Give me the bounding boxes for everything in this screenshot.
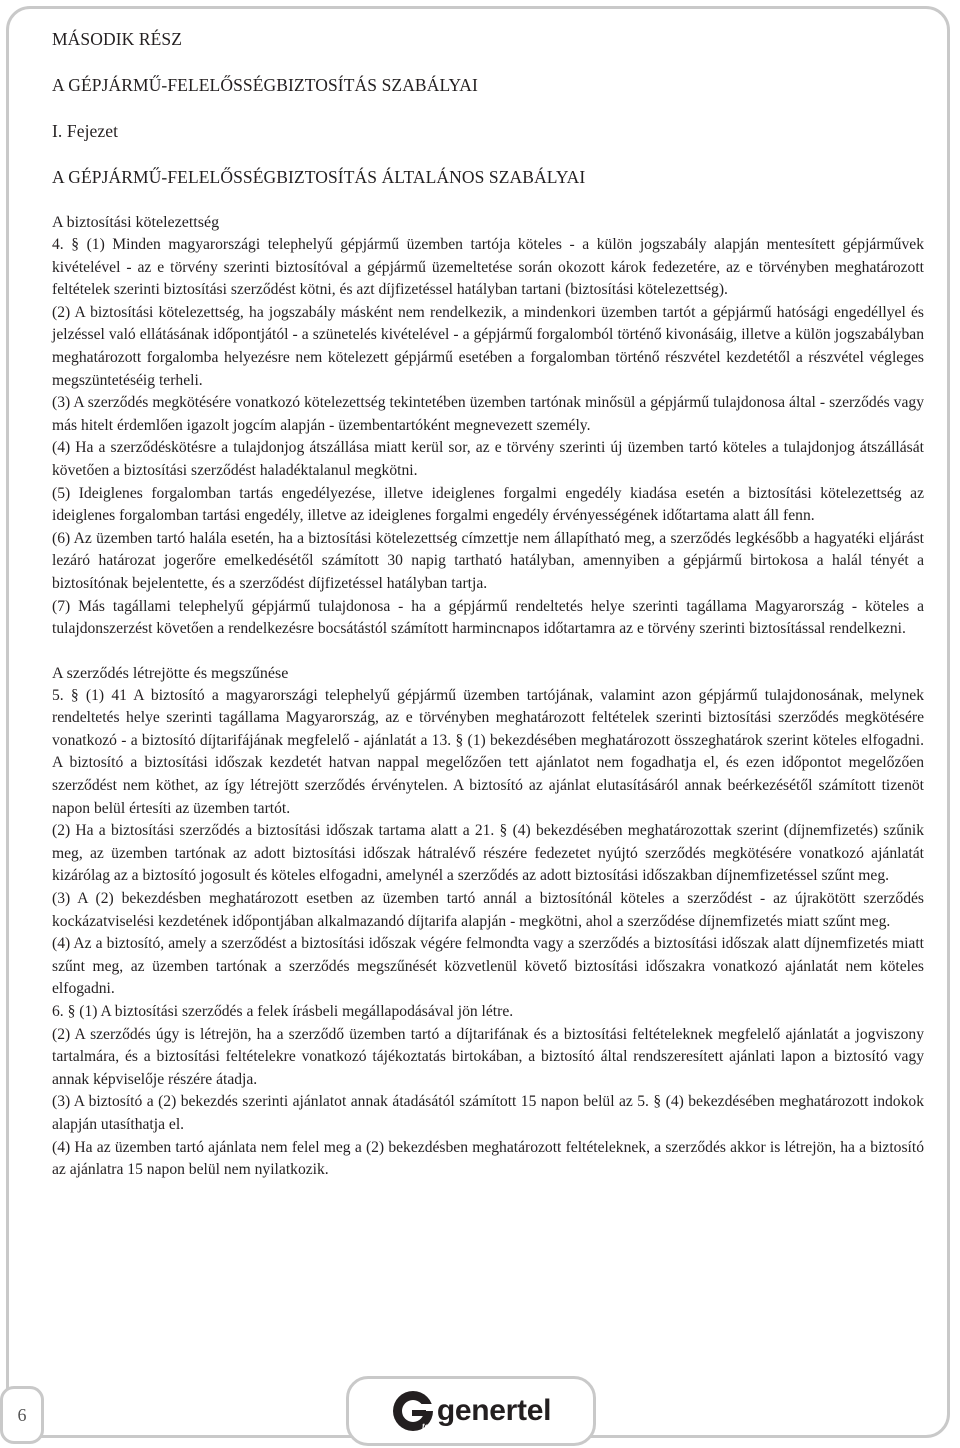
page-number: [0, 1386, 44, 1444]
paragraph: (3) A biztosító a (2) bekezdés szerinti ajánlatot annak átadásától számított 15 napon belül az 5. § (4) bekezdésében meghatározott indokok alapján utasíthatja el.: [52, 1093, 924, 1133]
paragraph: (3) A szerződés megkötésére vonatkozó kötelezettség tekintetében üzemben tartónak minősül a gépjármű tulajdonosa által - szerződés vagy más hitelt érdemlően igazolt jogcím alapján - üzembentartóként megnevezett személy.: [52, 394, 924, 434]
paragraph: (2) Ha a biztosítási szerződés a biztosítási időszak tartama alatt a 21. § (4) bekezdésében meghatározottak szerint (díjnemfizetés) szűnik meg, az üzemben tartónak az adott biztosítási időszak hátralévő részére fedezetet nyújtó szerződés megkötésére vonatkozó ajánlatát kizárólag az a biztosító jogosult és köteles elfogadni, amelynél a szerződés az adott biztosítási időszakban díjnemfizetéssel szűnt meg.: [52, 822, 924, 885]
paragraph: (4) Ha a szerződéskötésre a tulajdonjog átszállása miatt kerül sor, az e törvény szerinti új üzemben tartó köteles a tulajdonjog átszállását követően a biztosítási szerződést haladéktalanul megkötni.: [52, 439, 924, 479]
paragraph: (5) Ideiglenes forgalomban tartás engedélyezése, illetve ideiglenes forgalmi engedély kiadása esetén a biztosítási kötelezettség az ideiglenes forgalomban tartási engedély, illetve az ideiglenes forgalmi engedély érvényességének időtartama alatt áll fenn.: [52, 484, 924, 525]
logo-mark-text: tel: [421, 1422, 432, 1431]
paragraph: (2) A biztosítási kötelezettség, ha jogszabály másként nem rendelkezik, a mindenkori üzemben tartót a gépjármű hatósági engedéllyel és jelzéssel való ellátásának időpontjától - a szünetelés kivételével - a gépjármű forgalomból történő kivonásáig, illetve a külön jogszabályban meghatározott forgalomba helyezésre nem kötelezett gépjármű esetében a forgalomban történő részvétel kezdetétől a részvétel végleges megszüntetéséig terheli.: [52, 303, 924, 389]
paragraph: (6) Az üzemben tartó halála esetén, ha a biztosítási kötelezettség címzettje nem állapítható meg, a szerződés legkésőbb a hagyatéki eljárást lezáró határozat jogerőre emelkedésétől számított 30 napig tartható hatályban, amennyiben a gépjármű birtokosa a halál tényét a biztosítónak bejelentette, és a szerződést díjfizetéssel hatályban tartja.: [52, 529, 924, 592]
section-heading: MÁSODIK RÉSZ: [52, 29, 183, 49]
genertel-logo-icon: [391, 1389, 435, 1433]
logo-text: genertel: [436, 1394, 552, 1427]
document-body: [52, 28, 924, 1182]
paragraph: 6. § (1) A biztosítási szerződés a felek írásbeli megállapodásával jön létre.: [52, 1003, 514, 1020]
subsection-heading-contract: A szerződés létrejötte és megszűnése: [52, 664, 289, 682]
paragraph: (4) Az a biztosító, amely a szerződést a biztosítási időszak végére felmondta vagy a szerződés a biztosítási időszak alatt díjnemfizetés miatt szűnt meg, az üzemben tartónak a szerződés megszűnését közvetlenül követő biztosítási időszakra vonatkozó ajánlatát nem köteles elfogadni.: [52, 935, 924, 998]
paragraph: 5. § (1) 41 A biztosító a magyarországi telephelyű gépjármű üzemben tartójának, valamint azon gépjármű tulajdonosának, melynek rendeltetés helye szerinti tagállama Magyarország, az e törvényben meghatározott feltételek szerinti biztosítási szerződés megkötésére vonatkozó - a biztosító díjtarifájának megfelelő - ajánlatát a 13. § (1) bekezdésében meghatározott összeghatárok szerint köteles elfogadni. A biztosító a biztosítási időszak kezdetét hatvan nappal megelőzően tett ajánlatot nem fogadhatja el, és ezen időpontot megelőzően szerződést nem köthet, az így létrejött szerződés érvénytelen. A biztosító az ajánlat elutasításáról annak beérkezésétől számított tizenöt napon belül értesíti az üzemben tartót.: [52, 686, 924, 817]
paragraph: 4. § (1) Minden magyarországi telephelyű gépjármű üzemben tartója köteles - a külön jogszabály alapján mentesített gépjárművek kivételével - az e törvény szerinti biztosítóval a gépjármű üzemeltetése során okozott károk fedezetére, az e törvényben meghatározott feltételek szerinti biztosítási szerződést kötni, és azt díjfizetéssel hatályban tartani (biztosítási kötelezettség).: [52, 236, 924, 299]
paragraph: (4) Ha az üzemben tartó ajánlata nem felel meg a (2) bekezdésben meghatározott feltételeknek, a szerződés akkor is létrejön, ha a biztosító az ajánlatra 15 napon belül nem nyilatkozik.: [52, 1138, 924, 1179]
subsection-heading-obligation: A biztosítási kötelezettség: [52, 214, 220, 231]
page-number-label: 6: [17, 1404, 27, 1425]
brand-logo: [346, 1376, 596, 1446]
paragraph: (3) A (2) bekezdésben meghatározott esetben az üzemben tartó annál a biztosítónál köteles a szerződést - az újrakötött szerződés kockázatviselési kezdetének időpontjában alkalmazandó díjtarifa alapján - megkötni, ahol a szerződése díjnemfizetés miatt szűnt meg.: [52, 890, 924, 930]
paragraph: (7) Más tagállami telephelyű gépjármű tulajdonosa - ha a gépjármű rendeltetés helye szerinti tagállama Magyarország - köteles a tulajdonszerzést követően a rendelkezésre bocsátástól számított harmincnapos időtartamra az e törvény szerinti biztosítással rendelkezni.: [52, 597, 924, 638]
paragraph: (2) A szerződés úgy is létrejön, ha a szerződő üzemben tartó a díjtarifának és a biztosítási feltételeknek megfelelő ajánlatát a jogviszony tartalmára, és a biztosítási feltételekre vonatkozó tájékoztatás birtokában, a biztosító által rendszeresített ajánlati lapon a biztosító vagy annak képviselője részére átadja.: [52, 1025, 924, 1088]
chapter-label: I. Fejezet: [52, 121, 119, 141]
chapter-title: A GÉPJÁRMŰ-FELELŐSSÉGBIZTOSÍTÁS ÁLTALÁNOS SZABÁLYAI: [52, 167, 586, 187]
part-title: A GÉPJÁRMŰ-FELELŐSSÉGBIZTOSÍTÁS SZABÁLYAI: [52, 75, 478, 95]
